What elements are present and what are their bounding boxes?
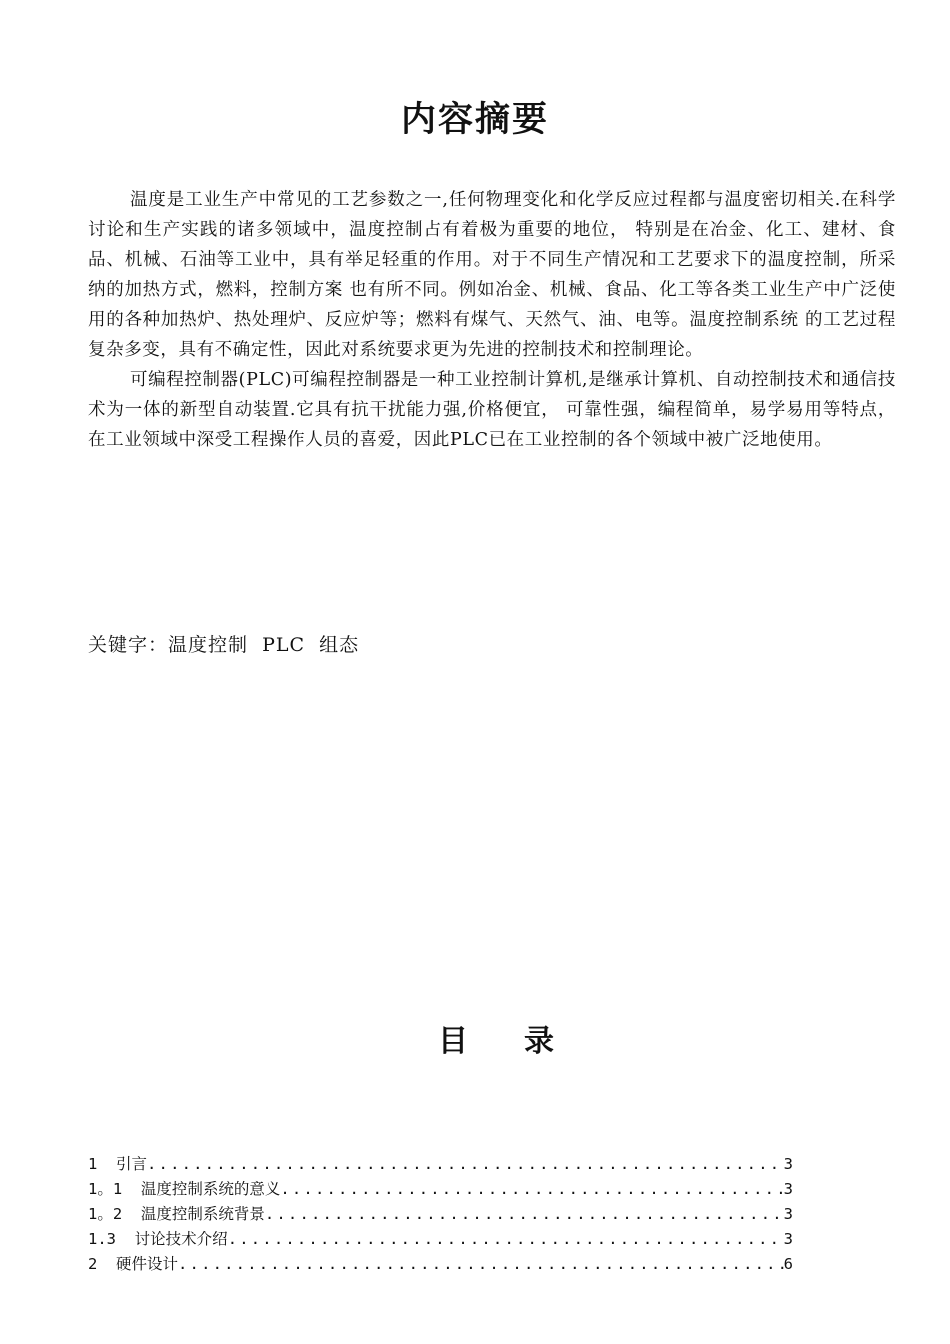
toc-entry[interactable] [88,1227,793,1252]
toc-entry-page: 6 [783,1255,793,1273]
toc-entry-label: 温度控制系统的意义 [140,1180,281,1198]
toc-title-char: 录 [524,1024,554,1059]
table-of-contents [88,1152,793,1277]
toc-entry-page: 3 [783,1230,793,1248]
toc-title [438,1016,554,1060]
toc-entry[interactable] [88,1252,793,1277]
toc-leader-dots [178,1252,784,1277]
toc-title-char: 目 [438,1024,468,1059]
toc-entry-number: 2 [88,1255,116,1273]
toc-entry-page: 3 [783,1180,793,1198]
abstract-body [88,185,896,455]
toc-entry[interactable] [88,1202,793,1227]
abstract-paragraph: 可编程控制器(PLC)可编程控制器是一种工业控制计算机,是继承计算机、自动控制技术和通信技术为一体的新型自动装置.它具有抗干扰能力强,价格便宜， 可靠性强，编程简单，易学易用等特点，在工业领域中深受工程操作人员的喜爱，因此PLC已在工业控制的各个领域中被广泛地使用。 [88,370,897,450]
toc-entry-number: 1。1 [88,1180,141,1198]
toc-entry-label: 温度控制系统背景 [140,1205,265,1223]
toc-entry-number: 1.3 [88,1230,135,1248]
toc-entry-page: 3 [783,1155,793,1173]
toc-entry-number: 1。2 [88,1205,141,1223]
toc-entry-label: 硬件设计 [116,1255,179,1273]
keywords-line: 关键字：温度控制 PLC 组态 [88,634,360,656]
toc-entry[interactable] [88,1152,793,1177]
toc-leader-dots [147,1152,784,1177]
toc-leader-dots [280,1177,783,1202]
toc-entry-label: 引言 [116,1155,148,1173]
toc-entry-number: 1 [88,1155,116,1173]
toc-entry[interactable] [88,1177,793,1202]
toc-entry-label: 讨论技术介绍 [134,1230,228,1248]
toc-leader-dots [228,1227,784,1252]
toc-leader-dots [265,1202,784,1227]
abstract-title: 内容摘要 [400,100,549,140]
abstract-paragraph: 温度是工业生产中常见的工艺参数之一,任何物理变化和化学反应过程都与温度密切相关.在科学讨论和生产实践的诸多领域中，温度控制占有着极为重要的地位， 特别是在冶金、化工、建材、食品、机械、石油等工业中，具有举足轻重的作用。对于不同生产情况和工艺要求下的温度控制，所采纳的加热方式，燃料，控制方案 也有所不同。例如冶金、机械、食品、化工等各类工业生产中广泛使用的各种加热炉、热处理炉、反应炉等；燃料有煤气、天然气、油、电等。温度控制系统 的工艺过程复杂多变，具有不确定性，因此对系统要求更为先进的控制技术和控制理论。 [88,190,896,360]
toc-entry-page: 3 [783,1205,793,1223]
